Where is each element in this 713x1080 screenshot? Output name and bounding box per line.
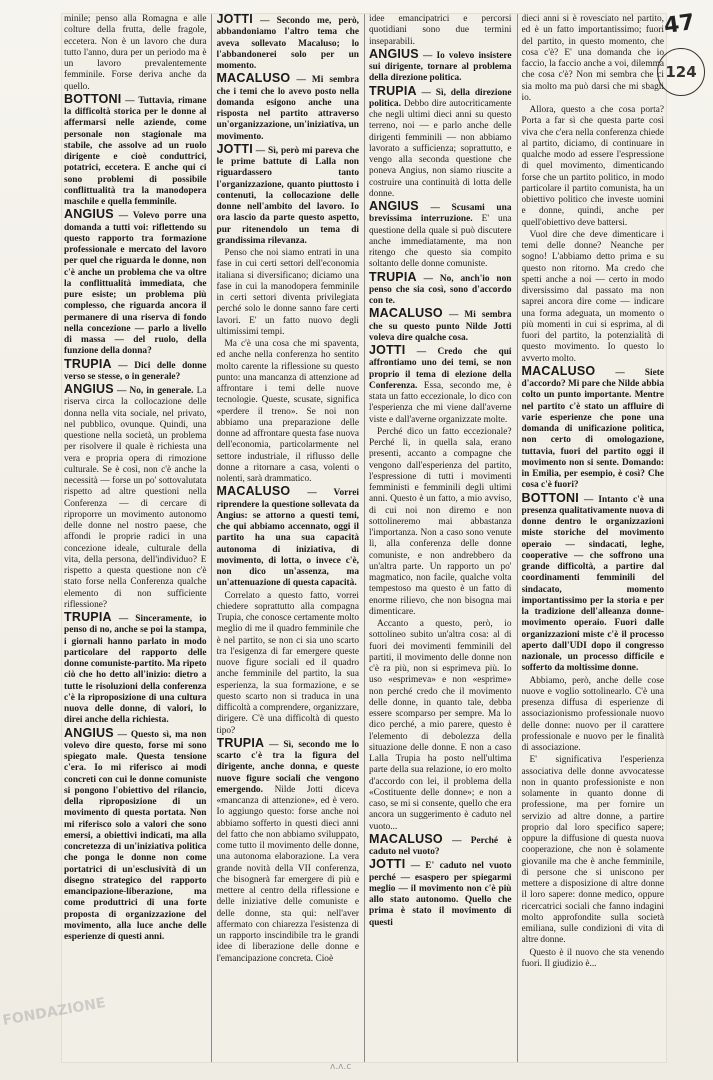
speaker-name: ANGIUS: [64, 382, 114, 396]
speaker-lead: — Mi sembra che i temi che lo avevo posto nella domanda esigono anche una risposta nel partito attraverso un'organizzazione, un'iniziativa, un movimento.: [216, 75, 359, 142]
speaker-text: Essa, secondo me, è stata un fatto eccezionale, lo dico con l'esperienza che mi viene dall'averne viste e dall'averne organizzate molte.: [369, 380, 512, 425]
paragraph: Abbiamo, però, anche delle cose nuove e voglio sottolinearlo. C'è una presenza diffusa di esperienze di associazionismo professionale nuovo delle donne: nuovo per il carattere professionale e nuovo per le finalità di associazione.: [521, 675, 664, 753]
speaker-lead: — Sì, della direzione politica.: [369, 87, 512, 109]
speaker-lead: — No, in generale.: [117, 386, 194, 396]
speaker-text: E' una questione della quale si può discutere anche immediatamente, ma non ritengo che questo sia compito soltanto delle donne comuniste.: [369, 214, 512, 270]
column-4: [522, 14, 665, 1062]
speaker-turn: [64, 384, 207, 611]
speaker-turn: [369, 46, 512, 85]
speaker-lead: — Siete d'accordo? Mi pare che Nilde abbia colto un punto importante. Mentre nel partito c'è stato un affluire di varie esperienze che pone una domanda di unificazione politica, non certo di omologazione, tuttavia, fuori del partito oggi il movimento non si sente. Domando: in Emilia, per esempio, è così? Che cosa c'è fuori?: [521, 367, 664, 491]
paragraph: Penso che noi siamo entrati in una fase in cui certi settori dell'economia italiana si diversificano; diciamo una fase in cui la manodopera femminile in certi settori diventa privilegiata perché solo le donne sanno fare certi lavori. E' un fatto nuovo degli ultimissimi tempi.: [216, 248, 359, 337]
paragraph: Ma c'è una cosa che mi spaventa, ed anche nella conferenza ho sentito molto carente la riflessione su questo punto: una mancanza di attenzione ad affrontare i temi delle nuove tecnologie. Queste, scusate, significa «perdere il treno». Se noi non abbiamo una preparazione delle donne ad affrontare questa fase nuova dell'economia, particolarmente nel settore industriale, il riflusso delle donne a ritornare a casa, volenti o nolenti, sarà drammatico.: [216, 339, 359, 484]
speaker-name: BOTTONI: [64, 91, 122, 106]
column-3: [369, 14, 512, 1062]
speaker-lead: — Dici delle donne verso se stesse, o in generale?: [64, 360, 207, 382]
paragraph: Perché dico un fatto eccezionale? Perché lì, in quella sala, erano presenti, accanto a compagne che vengono dall'esperienza del partito, l'espressione di tutti i movimenti femministi e femminili degli ultimi anni. Questo è un fatto, a mio avviso, di cui noi non diremo e non sottolineremo mai abbastanza l'importanza. Non a caso sono venute lì, alla conferenza delle donne comuniste, e non andrebbero da un'altra parte. Un rapporto un po' magmatico, non facile, qualche volta tempestoso ma questo è un fatto di enorme rilievo, che non bisogna mai dimenticare.: [369, 426, 512, 617]
speaker-turn: [64, 356, 207, 384]
speaker-turn: [217, 73, 360, 143]
speaker-turn: [217, 14, 360, 72]
speaker-name: ANGIUS: [64, 725, 114, 740]
paragraph: Correlato a questo fatto, vorrei chiedere soprattutto alla compagna Trupia, che conosce certamente molto meglio di me il quadro femminile che è nel partito, se non ci sia uno scarto tra l'esigenza di far emergere queste nuove figure sociali ed il quadro anche femminile del partito, la sua esperienza, la sua formazione, e se questo scarto non si traduca in una difficoltà a comprendere, organizzare, dirigere. C'è una difficoltà di questo tipo?: [216, 590, 359, 736]
speaker-name: JOTTI: [369, 343, 406, 357]
column-rule: [364, 14, 365, 1062]
speaker-lead: — Credo che qui affrontiamo uno dei temi, se non proprio il tema di elezione della Conferenza.: [369, 347, 512, 391]
speaker-text: La riserva circa la collocazione delle donna nella vita sociale, nel privato, nel pubblico, ovunque. Quindi, una questione nella società, un problema per risolvere il quale è richiesta una vera e propria opera di rimozione culturale. Se è così, non c'è anche la necessità — forse un po' sottovalutata rispetto ad altre questioni nella Conferenza — di cercare di riproporre un movimento autonomo delle donne nel nostro paese, che affondi le proprie radici in una concezione ideale, culturale della vita, della persona, dell'individuo? E rispetto a questa questione non c'è stato forse nella Conferenza qualche elemento di non sufficiente riflessione?: [64, 386, 207, 610]
speaker-lead: — Io volevo insistere sui dirigente, tornare al problema della direzione politica.: [369, 50, 512, 84]
speaker-turn: [64, 209, 207, 357]
speaker-turn: [521, 490, 665, 675]
speaker-lead: — Questo sì, ma non volevo dire questo, forse mi sono spiegato male. Questa tensione c'era. Io mi riferisco ai modi concreti con cui le donne comuniste si pongono l'obiettivo del rilancio, della riproposizione di un movimento di questa portata. Non mi riferisco solo a valori che sono emersi, a obiettivi indicati, ma alla concretezza di un'iniziativa politica che ponga le donne non come portatrici di un'esclusività di un disegno strategico del rapporto emancipazione-liberazione, ma come produttrici di una forte proposta di organizzazione del movimento, alla luce anche delle esperienze di questi anni.: [64, 729, 207, 942]
speaker-text: Debbo dire autocriticamente che negli ultimi dieci anni su questo terreno, noi — e parlo anche delle dirigenti femminili — non abbiamo lavorato a sufficienza; soprattutto, e vengo alla seconda questione che poneva Angius, non siamo riuscite a costruire una continuità di lotta delle donne.: [369, 98, 512, 199]
speaker-name: MACALUSO: [369, 831, 443, 846]
speaker-name: TRUPIA: [64, 610, 112, 624]
circled-archive-number: 124: [657, 48, 705, 96]
speaker-name: ANGIUS: [64, 207, 114, 222]
speaker-turn: [64, 91, 207, 209]
speaker-name: MACALUSO: [521, 363, 596, 378]
paragraph: Allora, questo a che cosa porta? Porta a far sì che questa parte così viva che c'era nella conferenza chiede al partito, diciamo, di continuare in qualche modo ad essere l'espressione di quel movimento, dimenticando forse che un partito politico, in modo particolare il partito comunista, ha un obiettivo politico che investe uomini e donne, quindi, anche per quell'obiettivo deve battersi.: [521, 105, 664, 228]
speaker-name: TRUPIA: [64, 356, 112, 371]
speaker-name: TRUPIA: [369, 269, 417, 284]
speaker-turn: [217, 486, 360, 589]
speaker-turn: [369, 859, 512, 929]
paragraph: dieci anni si è rovesciato nel partito, ed è un fatto importantissimo; fuori del partito, in questo momento, che cosa c'è? E' una domanda che io faccio, la faccio anche a voi, dilemma che cosa c'è? Non mi sembra che ci sia molto ma può darsi che mi sbagli io.: [521, 14, 664, 103]
speaker-text: Nilde Jotti diceva «mancanza di attenzione», ed è vero. Io aggiungo questo: forse anche noi abbiamo sofferto in questi dieci anni del fatto che non abbiamo sviluppato, come tutto il movimento delle donne, una autonoma elaborazione. La vera grande novità della VII conferenza, che bisognerà far emergere di più e mettere al centro della riflessione e delle iniziative delle comuniste e delle donne, sta qui: nell'aver affermato con chiarezza l'esistenza di un rapporto inscindibile tra le grandi idee di liberazione delle donne e l'emancipazione concreta. Cioè: [216, 784, 359, 964]
paragraph: Questo è il nuovo che sta venendo fuori. Il giudizio è...: [521, 947, 664, 969]
newspaper-clipping: [62, 14, 666, 1062]
paragraph: idee emancipatrici e percorsi quotidiani sono due termini inseparabili.: [369, 14, 512, 47]
speaker-name: ANGIUS: [369, 199, 419, 213]
handwritten-folio-number: 47: [662, 9, 697, 40]
speaker-name: JOTTI: [369, 857, 406, 872]
speaker-name: MACALUSO: [216, 71, 291, 86]
speaker-turn: [369, 83, 512, 201]
speaker-name: TRUPIA: [369, 83, 417, 98]
footer-mark: ᴧ.ᴧ.c: [330, 1062, 352, 1072]
speaker-turn: [521, 363, 665, 492]
speaker-name: JOTTI: [216, 141, 253, 156]
speaker-lead: — Sì, però mi pareva che le prime battute di Lalla non riguardassero tanto l'organizzazione, quanto piuttosto i contenuti, la collocazione delle donne nell'ambito del lavoro. Io ora lascio da parte questo aspetto, pur ritenendolo un tema di grandissima rilevanza.: [216, 145, 359, 246]
speaker-lead: — Perché è caduto nel vuoto?: [369, 835, 512, 857]
paragraph: minile; penso alla Romagna e alle colture della frutta, delle fragole, eccetera. Non è un lavoro che dura tutto l'anno, dura per un periodo ma è un lavoro prevalentemente femminile. Forse deriva anche da quello.: [64, 14, 207, 92]
column-rule: [211, 14, 212, 1062]
speaker-name: BOTTONI: [521, 490, 579, 505]
speaker-lead: — No, anch'io non penso che sia così, sono d'accordo con te.: [369, 273, 512, 306]
column-rule: [517, 14, 518, 1062]
archive-watermark: FONDAZIONE: [1, 995, 107, 1029]
speaker-lead: — Sinceramente, io penso di no, anche se poi la stampa, i giornali hanno parlato in modo particolare del rapporto delle donne comuniste-partito. Ma ripeto ciò che ho detto all'inizio: dietro a tutte le risoluzioni della conferenza c'è la riproposizione di una cultura nuova delle donne, di valori, lo direi anche della richiesta.: [64, 614, 207, 726]
speaker-lead: — E' caduto nel vuoto perché — esaspero per spiegarmi meglio — il movimento non c'è più allo stato autonomo. Quello che prima è stato il movimento di questi: [369, 861, 512, 928]
speaker-turn: [369, 201, 512, 271]
paragraph: E' significativa l'esperienza associativa delle donne avvocatesse non in quanto professioniste e non solamente in quanto donne di professione, ma per fornire un servizio ad altre donne, a partire proprio dal loro specifico sapere; oppure la diffusione di questa nuova cooperazione, che non è solamente giovanile ma che è anche femminile, di persone che si uniscono per mettere a disposizione di altre donne il loro sapere: donne medico, oppure ricercatrici sociali che fanno indagini molto approfondite sulla società emiliana, sulle condizioni di vita di altre donne.: [521, 755, 664, 946]
speaker-turn: [369, 269, 512, 308]
speaker-name: MACALUSO: [369, 306, 443, 321]
speaker-name: JOTTI: [216, 14, 253, 26]
speaker-lead: — Scusami una brevissima interruzione.: [369, 203, 512, 225]
column-2: [217, 14, 360, 1062]
speaker-turn: [369, 308, 512, 344]
speaker-turn: [64, 612, 207, 727]
paragraph: Accanto a questo, però, io sottolineo subito un'altra cosa: al di fuori dei movimenti femminili del partiti, il movimento delle donne non c'è ra più, non si esprimeva più. Io uso «esprimeva» e non «esprime» non perché credo che il movimento delle donne, in quanto tale, debba essere scomparso per sempre. Ma lo dico perché, a mio parere, questo è l'elemento di debolezza della situazione delle donne. E non a caso Lalla Trupia ha posto nell'ultima parte della sua relazione, io ero molto d'accordo con lei, il problema della «Costituente delle donne»; e non a caso, se mi si consente, quello che era ancora un suggerimento è caduto nel vuoto...: [369, 619, 512, 832]
speaker-lead: — Volevo porre una domanda a tutti voi: riflettendo su questo rapporto tra formazione professionale e mercato del lavoro per quel che riguarda le donne, non c'è anche un problema che va oltre la conflittualità immediata, che pure esiste; un problema più complesso, che riguarda ancora il permanere di una riserva di fondo nella concezione — parlo a livello di massa — del ruolo, della funzione della donna?: [64, 211, 207, 357]
speaker-lead: — Sì, secondo me lo scarto c'è tra la figura del dirigente, anche donna, e queste nuove figure sociali che vengono emergendo.: [216, 739, 359, 795]
speaker-name: ANGIUS: [369, 46, 419, 61]
speaker-lead: — Secondo me, però, abbandoniamo l'altro tema che aveva sollevato Macaluso; lo l'abbandonerei solo per un momento.: [216, 16, 359, 71]
speaker-lead: — Tuttavia, rimane la difficoltà storica per le donne al affermarsi nelle aziende, come personale non stagionale ma stabile, che assolve ad un ruolo dirigente e cioè conduttrici, potatrici, eccetera. E anche qui ci sono problemi di possibile conflittualità tra la manodopera maschile e quella femminile.: [64, 95, 207, 207]
speaker-turn: [216, 735, 360, 965]
paragraph: Vuol dire che deve dimenticare i temi delle donne? Neanche per sogno! L'abbiamo detto prima e su questo non ritorno. Ma credo che spetti anche a noi — certo in modo diversissimo dal passato ma non saprei ancora dire come — indicare una forma adeguata, un momento o più momenti in cui si esprima, al di fuori del partito, la potenzialità di questo movimento. Io questo lo avverto molto.: [521, 229, 664, 364]
column-1: [64, 14, 207, 1062]
speaker-name: TRUPIA: [216, 735, 265, 750]
speaker-turn: [369, 831, 512, 859]
speaker-turn: [64, 725, 207, 944]
speaker-turn: [369, 345, 512, 426]
speaker-name: MACALUSO: [216, 484, 291, 499]
speaker-lead: — Mi sembra che su questo punto Nilde Jotti voleva dire qualche cosa.: [369, 310, 512, 343]
speaker-lead: — Vorrei riprendere la questione sollevata da Angius: se attorno a questi temi, che qui abbiamo accennato, oggi il partito ha una sua capacità autonoma di iniziativa, di movimento, di lotta, o invece c'è, non dico un'assenza, ma un'attenuazione di questa capacità.: [216, 488, 359, 589]
speaker-turn: [216, 141, 360, 247]
speaker-lead: — Intanto c'è una presenza qualitativamente nuova di donne dentro le organizzazioni miste storiche del movimento operaio — sindacati, leghe, cooperative — che soffrono una grande difficoltà, a partire dal coordinamenti femminili del sindacato, momento importantissimo per la storia e per la tradizione dell'alleanza donne-movimento operaio. Fuori dalle organizzazioni miste c'è il processo aperto dall'UDI dopo il congresso nazionale, un processo difficile e sofferto da moltissime donne.: [521, 494, 664, 674]
